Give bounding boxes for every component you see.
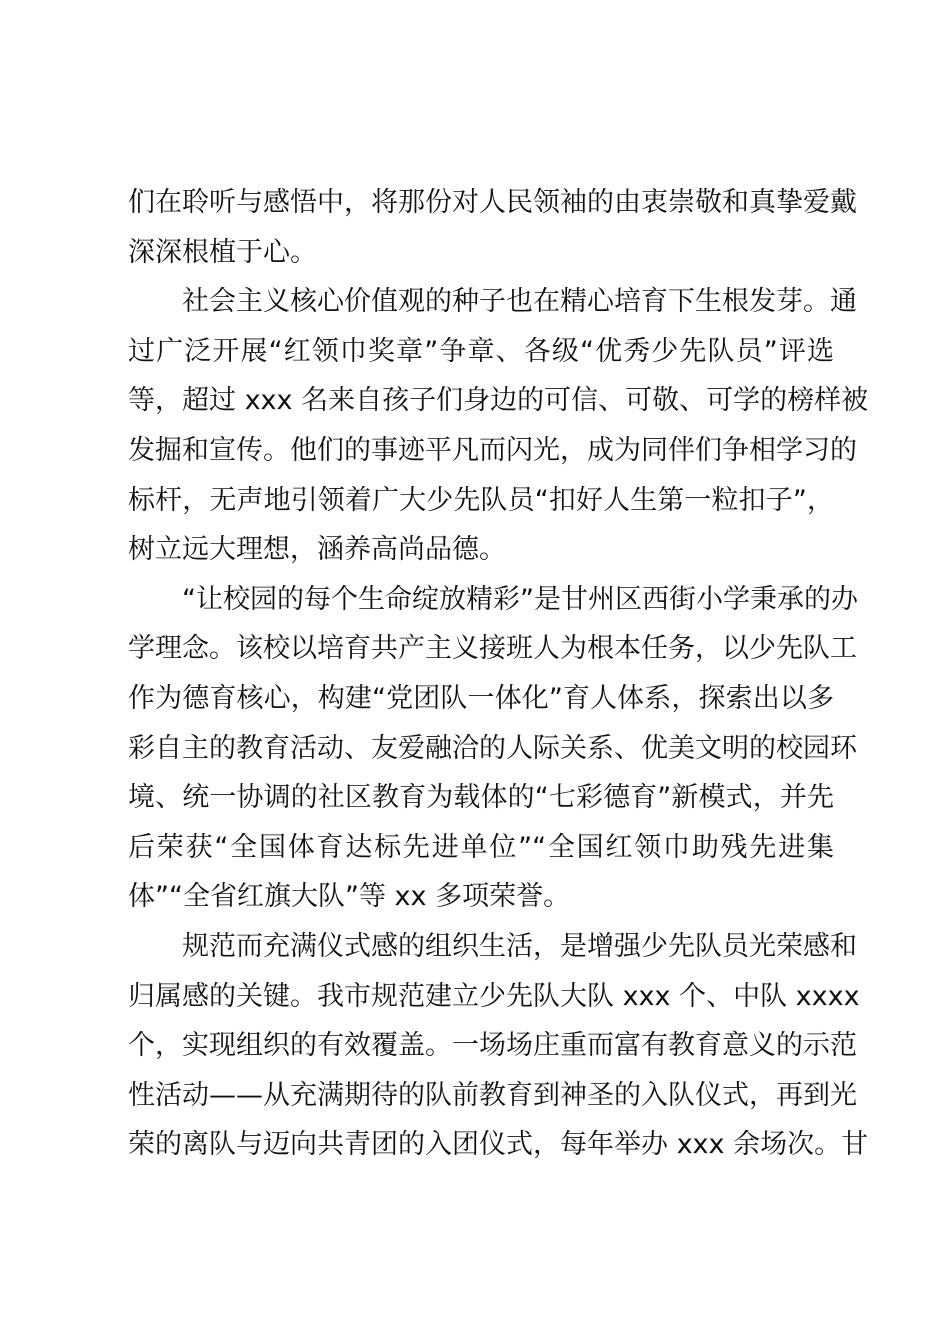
text-line: 规范而充满仪式感的组织生活，是增强少先队员光荣感和 xyxy=(182,930,857,962)
text-line: 荣的离队与迈向共青团的入团仪式，每年举办 xxx 余场次。甘 xyxy=(128,1129,869,1161)
paragraph xyxy=(128,277,869,575)
text-line: 学理念。该校以培育共产主义接班人为根本任务，以少先队工 xyxy=(128,633,857,665)
text-line: 后荣获“全国体育达标先进单位”“全国红领巾助残先进集 xyxy=(128,831,834,863)
text-line: 等，超过 xxx 名来自孩子们身边的可信、可敬、可学的榜样被 xyxy=(128,385,869,417)
paragraph xyxy=(128,575,858,922)
text-line: 标杆，无声地引领着广大少先队员“扣好人生第一粒扣子”， xyxy=(128,484,834,516)
text-line: 境、统一协调的社区教育为载体的“七彩德育”新模式，并先 xyxy=(128,782,834,814)
text-line: 彩自主的教育活动、友爱融洽的人际关系、优美文明的校园环 xyxy=(128,732,857,764)
text-line: 深深根植于心。 xyxy=(128,236,317,268)
text-line: 发掘和宣传。他们的事迹平凡而闪光，成为同伴们争相学习的 xyxy=(128,434,857,466)
text-line: 性活动——从充满期待的队前教育到神圣的入队仪式，再到光 xyxy=(128,1079,857,1111)
text-line: 过广泛开展“红领巾奖章”争章、各级“优秀少先队员”评选 xyxy=(128,335,834,367)
text-line: 归属感的关键。我市规范建立少先队大队 xxx 个、中队 xxxx xyxy=(128,980,860,1012)
paragraph xyxy=(128,178,857,277)
text-line: 体”“全省红旗大队”等 xx 多项荣誉。 xyxy=(128,881,571,913)
body-text xyxy=(128,178,869,1170)
text-line: 作为德育核心，构建“党团队一体化”育人体系，探索出以多 xyxy=(128,682,834,714)
text-line: “让校园的每个生命绽放精彩”是甘州区西街小学秉承的办 xyxy=(182,583,858,615)
text-line: 树立远大理想，涵养高尚品德。 xyxy=(128,534,506,566)
text-line: 们在聆听与感悟中，将那份对人民领袖的由衷崇敬和真挚爱戴 xyxy=(128,187,857,218)
text-line: 个，实现组织的有效覆盖。一场场庄重而富有教育意义的示范 xyxy=(128,1030,857,1062)
paragraph xyxy=(128,922,869,1170)
text-line: 社会主义核心价值观的种子也在精心培育下生根发芽。通 xyxy=(182,286,857,318)
